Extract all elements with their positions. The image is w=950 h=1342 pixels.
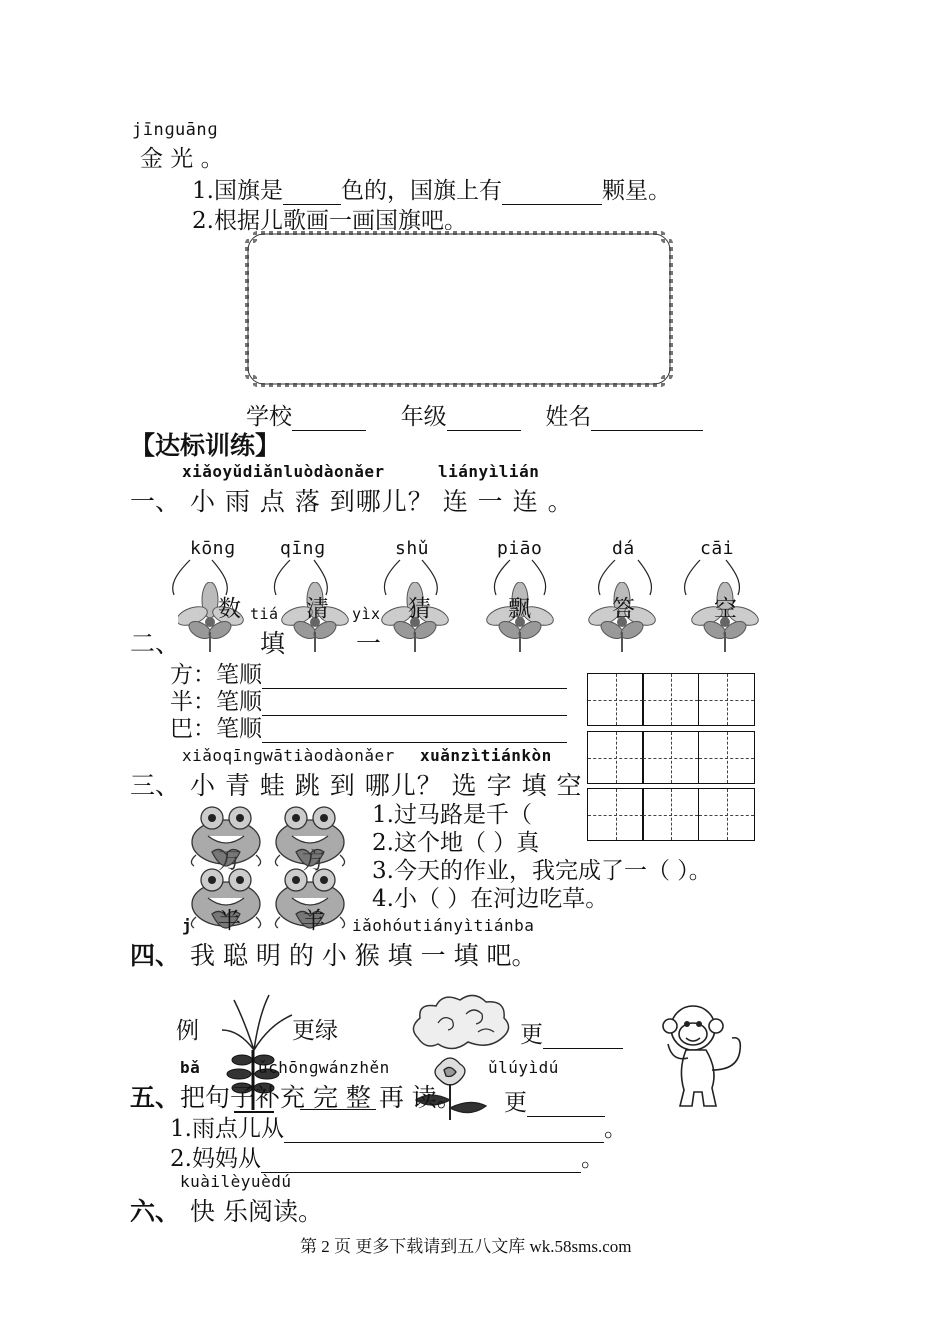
sec1-pinyin-b: liányìlián	[438, 462, 540, 481]
grid-cell[interactable]	[642, 673, 699, 726]
frog-char[interactable]: 羊	[302, 908, 325, 934]
sec5-title: 把句子补充 完 整 再 读。	[180, 1083, 462, 1112]
grid-cell[interactable]	[587, 731, 644, 784]
stroke-row: 巴：笔顺	[170, 710, 567, 743]
flower-char[interactable]: 猜	[408, 596, 431, 622]
sec2-title-a: 填	[260, 629, 286, 658]
pinyin-jinguang: jīnɡuānɡ	[132, 120, 218, 140]
sec2-pinyin-a: tiá	[250, 605, 279, 623]
sec5-item: 1.雨点儿从 。	[170, 1116, 627, 1142]
sec3-item: 1.过马路是千（	[372, 802, 532, 828]
frog-char[interactable]: 万	[218, 848, 241, 874]
sec2-pinyin-b: yìx	[352, 605, 381, 623]
frog-group	[188, 800, 358, 950]
stroke-row: 方：笔顺	[170, 656, 567, 689]
sec2-title-b: 一	[356, 629, 382, 658]
sec3-number: 三、	[130, 771, 181, 800]
sec5-pinyin-c: ǔlúyìdú	[488, 1058, 559, 1077]
rose-blank: 更	[504, 1084, 605, 1117]
sec4-pinyin-j: j	[182, 916, 193, 935]
raindrop-pinyin: dá	[612, 538, 635, 559]
flower-char[interactable]: 清	[306, 596, 329, 622]
flower-char[interactable]: 空	[714, 596, 737, 622]
sec6-title: 快 乐阅读。	[190, 1197, 323, 1226]
flower-char[interactable]: 答	[612, 596, 635, 622]
sec5-number: 五、	[130, 1083, 181, 1112]
grid-cell[interactable]	[642, 731, 699, 784]
sec3-title: 小 青 蛙 跳 到 哪儿？ 选 字 填 空	[190, 771, 583, 800]
sec4-pinyin: iǎohóutiányìtiánba	[352, 916, 535, 935]
frog-char[interactable]: 半	[218, 908, 241, 934]
cloud-answer-field[interactable]	[543, 1026, 623, 1049]
sec5-pinyin-a: bǎ	[180, 1058, 201, 1077]
sec4-title: 我 聪 明 的 小 猴 填 一 填 吧。	[190, 941, 537, 970]
sentence-field[interactable]	[261, 1150, 581, 1173]
grid-cell[interactable]	[642, 788, 699, 841]
grid-cell[interactable]	[698, 673, 755, 726]
sec3-item: 3.今天的作业，我完成了一（ ）。	[372, 858, 712, 884]
text-jinguang: 金 光 。	[140, 146, 224, 172]
cloud-icon	[408, 988, 516, 1058]
flower-char[interactable]: 飘	[508, 596, 531, 622]
flower-char[interactable]: 数	[218, 596, 241, 622]
sec1-pinyin-a: xiǎoyǔdiǎnluòdàonǎer	[182, 462, 385, 481]
sec1-title: 小 雨 点 落 到哪儿？ 连 一 连 。	[190, 487, 574, 516]
raindrop-pinyin: qīnɡ	[280, 538, 326, 559]
sec3-pinyin-b: xuǎnzìtiánkòn	[420, 746, 552, 765]
cloud-blank: 更	[520, 1016, 623, 1049]
example-answer: 更绿	[292, 1018, 338, 1044]
sec6-number: 六、	[130, 1197, 181, 1226]
raindrop-pinyin: cāi	[700, 538, 735, 559]
page-footer[interactable]: 第 2 页 更多下载请到五八文库 wk.58sms.com	[300, 1237, 632, 1256]
raindrop-pinyin: kōnɡ	[190, 538, 236, 559]
raindrop-pinyin: shǔ	[395, 538, 430, 559]
sec2-number: 二、	[130, 629, 181, 658]
raindrop-pinyin: piāo	[497, 538, 543, 559]
sec5-item: 2.妈妈从 。	[170, 1146, 604, 1172]
sec4-number: 四、	[130, 941, 181, 970]
blank-star-count[interactable]	[502, 182, 602, 205]
sec3-item: 4.小（ ）在河边吃草。	[372, 886, 609, 912]
sec3-item: 2.这个地（ ）真	[372, 830, 540, 856]
school-field[interactable]	[292, 408, 366, 431]
question-1: 1.国旗是 色的，国旗上有 颗星。	[192, 178, 671, 204]
grid-cell[interactable]	[587, 673, 644, 726]
grass-blank	[300, 1084, 376, 1110]
grid-cell[interactable]	[698, 788, 755, 841]
grid-cell[interactable]	[698, 731, 755, 784]
name-field[interactable]	[591, 408, 703, 431]
example-label: 例	[176, 1018, 199, 1044]
stroke-row: 半：笔顺	[170, 683, 567, 716]
sec1-number: 一、	[130, 487, 181, 516]
grid-cell[interactable]	[587, 788, 644, 841]
sec5-pinyin-b: ǔchōnɡwánzhěn	[258, 1058, 390, 1077]
frog-char[interactable]: 方	[302, 848, 325, 874]
sec3-pinyin-a: xiǎoqīnɡwātiàodàonǎer	[182, 746, 395, 765]
stroke-order-field[interactable]	[262, 720, 567, 743]
grade-field[interactable]	[447, 408, 521, 431]
drawing-frame[interactable]	[244, 230, 674, 388]
grass-answer-field[interactable]	[300, 1087, 376, 1110]
sec6-pinyin: kuàilèyuèdú	[180, 1172, 292, 1191]
school-line: 学校 年级 姓名	[246, 398, 703, 431]
monkey-icon	[658, 1000, 753, 1112]
section-heading: 【达标训练】	[130, 431, 281, 460]
question-2: 2.根据儿歌画一画国旗吧。	[192, 208, 467, 234]
